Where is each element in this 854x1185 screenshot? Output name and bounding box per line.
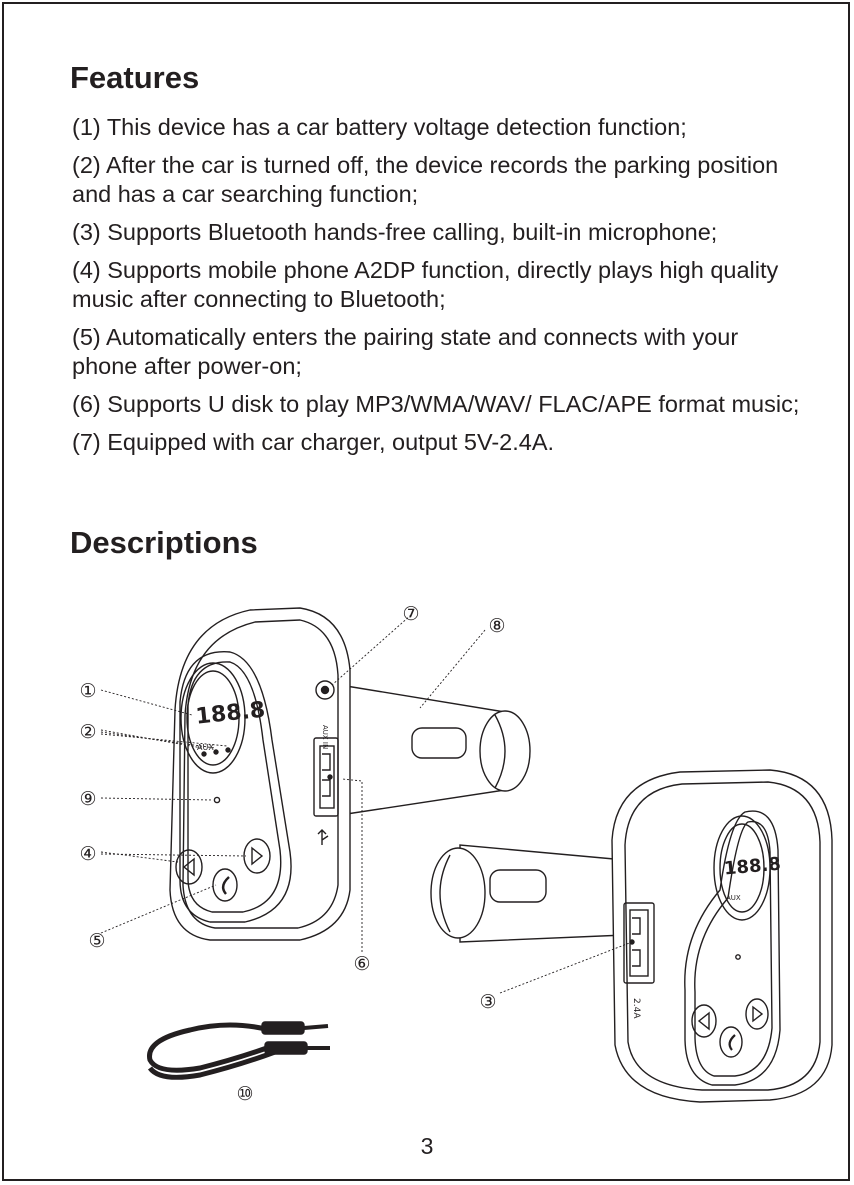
feature-item-7: (7) Equipped with car charger, output 5V-2.4A.: [72, 429, 555, 455]
callout-3: ③: [479, 991, 497, 1013]
feature-item-3: (3) Supports Bluetooth hands-free calling, built-in microphone;: [72, 219, 718, 245]
front-display-digits: 188.8: [194, 697, 267, 730]
output-rating-label: 2.4A: [631, 998, 641, 1019]
callout-6: ⑥: [353, 953, 371, 975]
feature-item-2: (2) After the car is turned off, the device records the parking position and has a car searching function;: [72, 152, 779, 207]
callout-4: ④: [79, 843, 97, 865]
callout-5: ⑤: [88, 930, 106, 952]
feature-item-1: (1) This device has a car battery voltage detection function;: [72, 114, 687, 140]
aux-cable-icon: [150, 1022, 331, 1077]
feature-item-6: (6) Supports U disk to play MP3/WMA/WAV/ FLAC/APE format music;: [72, 391, 800, 417]
front-aux-label: AUX: [197, 743, 214, 752]
callout-1: ①: [79, 680, 97, 702]
callout-2: ②: [79, 721, 97, 743]
callout-7: ⑦: [402, 603, 420, 625]
back-display-digits: 188.8: [723, 853, 782, 880]
device-diagram: [0, 590, 854, 1120]
front-aux-in-label: AUX IN: [321, 725, 329, 750]
callout-9: ⑨: [79, 788, 97, 810]
feature-item-4: (4) Supports mobile phone A2DP function, directly plays high quality music after connecting to Bluetooth;: [72, 257, 779, 312]
feature-item-5: (5) Automatically enters the pairing state and connects with your phone after power-on;: [72, 324, 739, 379]
page-number: 3: [420, 1133, 434, 1159]
features-heading: Features: [70, 60, 200, 95]
back-device: [431, 770, 832, 1102]
features-list: [72, 113, 802, 466]
callout-10: ⑩: [236, 1083, 254, 1105]
descriptions-heading: Descriptions: [70, 525, 258, 560]
callout-8: ⑧: [488, 615, 506, 637]
back-aux-label: AUX: [726, 894, 741, 902]
